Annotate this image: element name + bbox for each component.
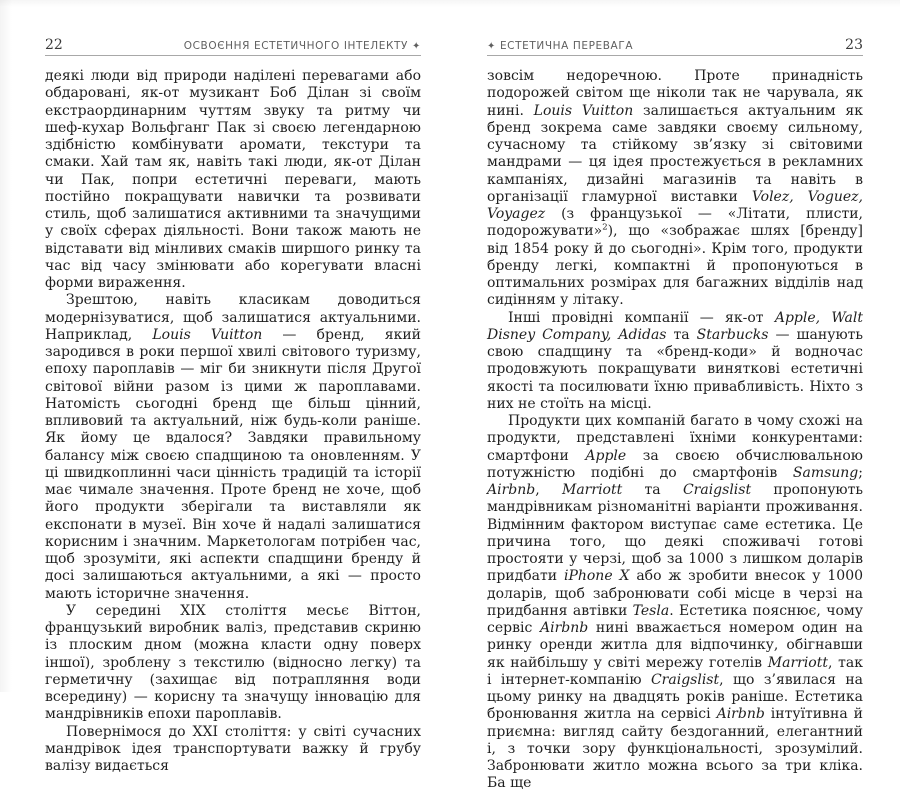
page-right-body bbox=[487, 68, 863, 793]
text-run: за своєю обчислювальною потужністю подібні до смартфонів bbox=[487, 447, 863, 481]
italic-text-run: Louis Vuitton bbox=[152, 326, 263, 343]
running-head-right bbox=[487, 34, 863, 56]
italic-text-run: Volez, Voguez, Voyagez bbox=[487, 188, 863, 222]
page-edge-shadow-left bbox=[0, 0, 12, 692]
italic-text-run: Apple, Walt Disney Company, Adidas bbox=[487, 309, 863, 343]
italic-text-run: Tesla bbox=[632, 602, 670, 619]
paragraph bbox=[45, 68, 421, 292]
italic-text-run: Airbnb bbox=[487, 482, 536, 498]
italic-text-run: Marriott bbox=[767, 654, 828, 671]
text-run: Зрештою, навіть класикам доводиться модернізуватися, щоб залишатися актуальними. Наприклад, bbox=[45, 292, 421, 343]
italic-text-run: Airbnb bbox=[539, 620, 589, 636]
text-run: (з французької — «Літати, плисти, подорожувати» bbox=[487, 206, 863, 240]
running-title-right-text: ЕСТЕТИЧНА ПЕРЕВАГА bbox=[499, 40, 634, 52]
paragraph bbox=[487, 413, 863, 793]
paragraph bbox=[45, 292, 421, 603]
text-run: , bbox=[535, 482, 562, 498]
text-run: — бренд, який зародився в роки першої хвилі світового туризму, епоху пароплавів — міг би зникнути після Другої світової війни разом із цими ж пароплавами. Натомість сьогодні бренд ще більш цінний, впливовий та актуальний, ніж будь-коли раніше. Як йому це вдалося? Завдяки правильному балансу між своєю спадщиною та оновленням. У ці швидкоплинні часи цінність традицій та історії має чимале значення. Проте бренд не хоче, щоб його продукти зберігали та виставляли як експонати в музеї. Він хоче й надалі залишатися корисним і значним. Маркетологам потрібен час, щоб зрозуміти, які аспекти спадщини бренду й досі залишаються актуальними, а які — просто мають історичне значення. bbox=[45, 326, 421, 602]
italic-text-run: Craigslist bbox=[682, 482, 752, 498]
page-left-body bbox=[45, 68, 421, 775]
running-title-right bbox=[487, 41, 633, 52]
text-run: та bbox=[622, 482, 683, 498]
paragraph bbox=[45, 724, 421, 776]
text-run: пропонують мандрівникам різноманітні варіанти проживання. Відмінним фактором виступає саме естетика. Це причина того, що деякі споживачі готові простояти у черзі, щоб за 1000 з лишком доларів придбати bbox=[487, 482, 863, 585]
paragraph bbox=[487, 310, 863, 414]
running-title-left bbox=[184, 41, 421, 52]
italic-text-run: Craigslist bbox=[650, 671, 720, 688]
text-run: . Естетика пояснює, чому сервіс bbox=[487, 602, 864, 636]
star-ornament-icon: ✦ bbox=[487, 41, 496, 52]
star-ornament-icon: ✦ bbox=[412, 41, 421, 52]
text-run: У середині XIX століття месьє Віттон, французький виробник валіз, представив скриню із плоским дном (можна класти одну поверх іншої), зроблену з текстилю (відносно легку) та герметичну (захищає від потрапляння води всередину) — корисну та значущу інновацію для мандрівників епохи пароплавів. bbox=[45, 602, 421, 723]
italic-text-run: Apple bbox=[585, 447, 627, 464]
running-title-left-text: ОСВОЄННЯ ЕСТЕТИЧНОГО ІНТЕЛЕКТУ bbox=[183, 40, 409, 52]
italic-text-run: iPhone X bbox=[563, 568, 630, 585]
text-run: та bbox=[666, 326, 697, 343]
text-run: або ж зробити внесок у 1000 доларів, щоб забронювати собі місце в черзі на придбання автівки bbox=[487, 568, 864, 619]
paragraph bbox=[45, 603, 421, 724]
running-head-left bbox=[45, 34, 421, 56]
text-run: — шанують свою спадщину та «бренд-коди» й водночас продовжують покращувати виняткові естетичні якості та посилювати їхню привабливість. Ніхто з них не стоїть на місці. bbox=[487, 326, 863, 412]
text-run: деякі люди від природи наділені перевагами або обдаровані, як-от музикант Боб Ділан зі своїм екстраординарним чуттям звуку та ритму чи шеф-кухар Вольфганг Пак зі своєю легендарною здібністю комбінувати аромати, текстури та смаки. Хай там як, навіть такі люди, як-от Ділан чи Пак, попри естетичні переваги, мають постійно покращувати навички та розвивати стиль, щоб залишатися активними та значущими у своїх сферах діяльності. Вони також мають не відставати від мінливих смаків ширшого ринку та час від часу змінювати або корегувати власні форми вираження. bbox=[45, 68, 421, 291]
page-number-left: 22 bbox=[45, 37, 63, 53]
page-number-right: 23 bbox=[845, 37, 863, 53]
text-run: Повернімося до XXI століття: у світі сучасних мандрівок ідея транспортувати важку й грубу валізу видається bbox=[45, 723, 421, 774]
footnote-marker: 2 bbox=[602, 222, 608, 233]
paragraph bbox=[487, 68, 863, 310]
italic-text-run: Samsung bbox=[792, 464, 859, 481]
text-run: залишається актуальним як бренд зокрема саме завдяки своєму сильному, сучасному та стійкому зв’язку зі світовими мандрами — ця ідея простежується в рекламних кампаніях, дизайні магазинів та навіть в організації гламурної виставки bbox=[487, 102, 863, 205]
italic-text-run: Airbnb bbox=[716, 706, 765, 723]
text-run: зовсім недоречною. Проте принадність подорожей світом ще ніколи так не чарувала, як нині. bbox=[487, 68, 863, 119]
page-right bbox=[487, 0, 864, 792]
text-run: , так і інтернет-компанію bbox=[487, 654, 863, 688]
text-run: інтуїтивна й приємна: вигляд сайту бездоганний, елегантний і, з точки зору функціональності, зрозумілий. Забронювати житло можна всього за три кліка. Ба ще bbox=[487, 706, 863, 792]
text-run: ; bbox=[858, 464, 863, 481]
text-run: ), що «зображає шлях [бренду] від 1854 року й до сьогодні». Крім того, продукти бренду легкі, компактні й пропонуються в оптимальних розмірах для багажних відділів над сидінням у літаку. bbox=[487, 223, 863, 309]
text-run: Продукти цих компаній багато в чому схожі на продукти, представлені їхніми конкурентами: смартфони bbox=[487, 413, 863, 464]
page-left bbox=[45, 0, 421, 774]
text-run: Інші провідні компанії — як-от bbox=[508, 309, 775, 326]
italic-text-run: Starbucks bbox=[696, 326, 769, 343]
italic-text-run: Marriott bbox=[562, 482, 623, 498]
text-run: нині вважається номером один на ринку оренди житла для відпочинку, обігнавши як найбільшу у світі мережу готелів bbox=[487, 620, 863, 671]
italic-text-run: Louis Vuitton bbox=[533, 102, 634, 119]
text-run: , що з’явилася на цьому ринку на двадцять років раніше. Естетика бронювання житла на сервісі bbox=[487, 671, 864, 723]
